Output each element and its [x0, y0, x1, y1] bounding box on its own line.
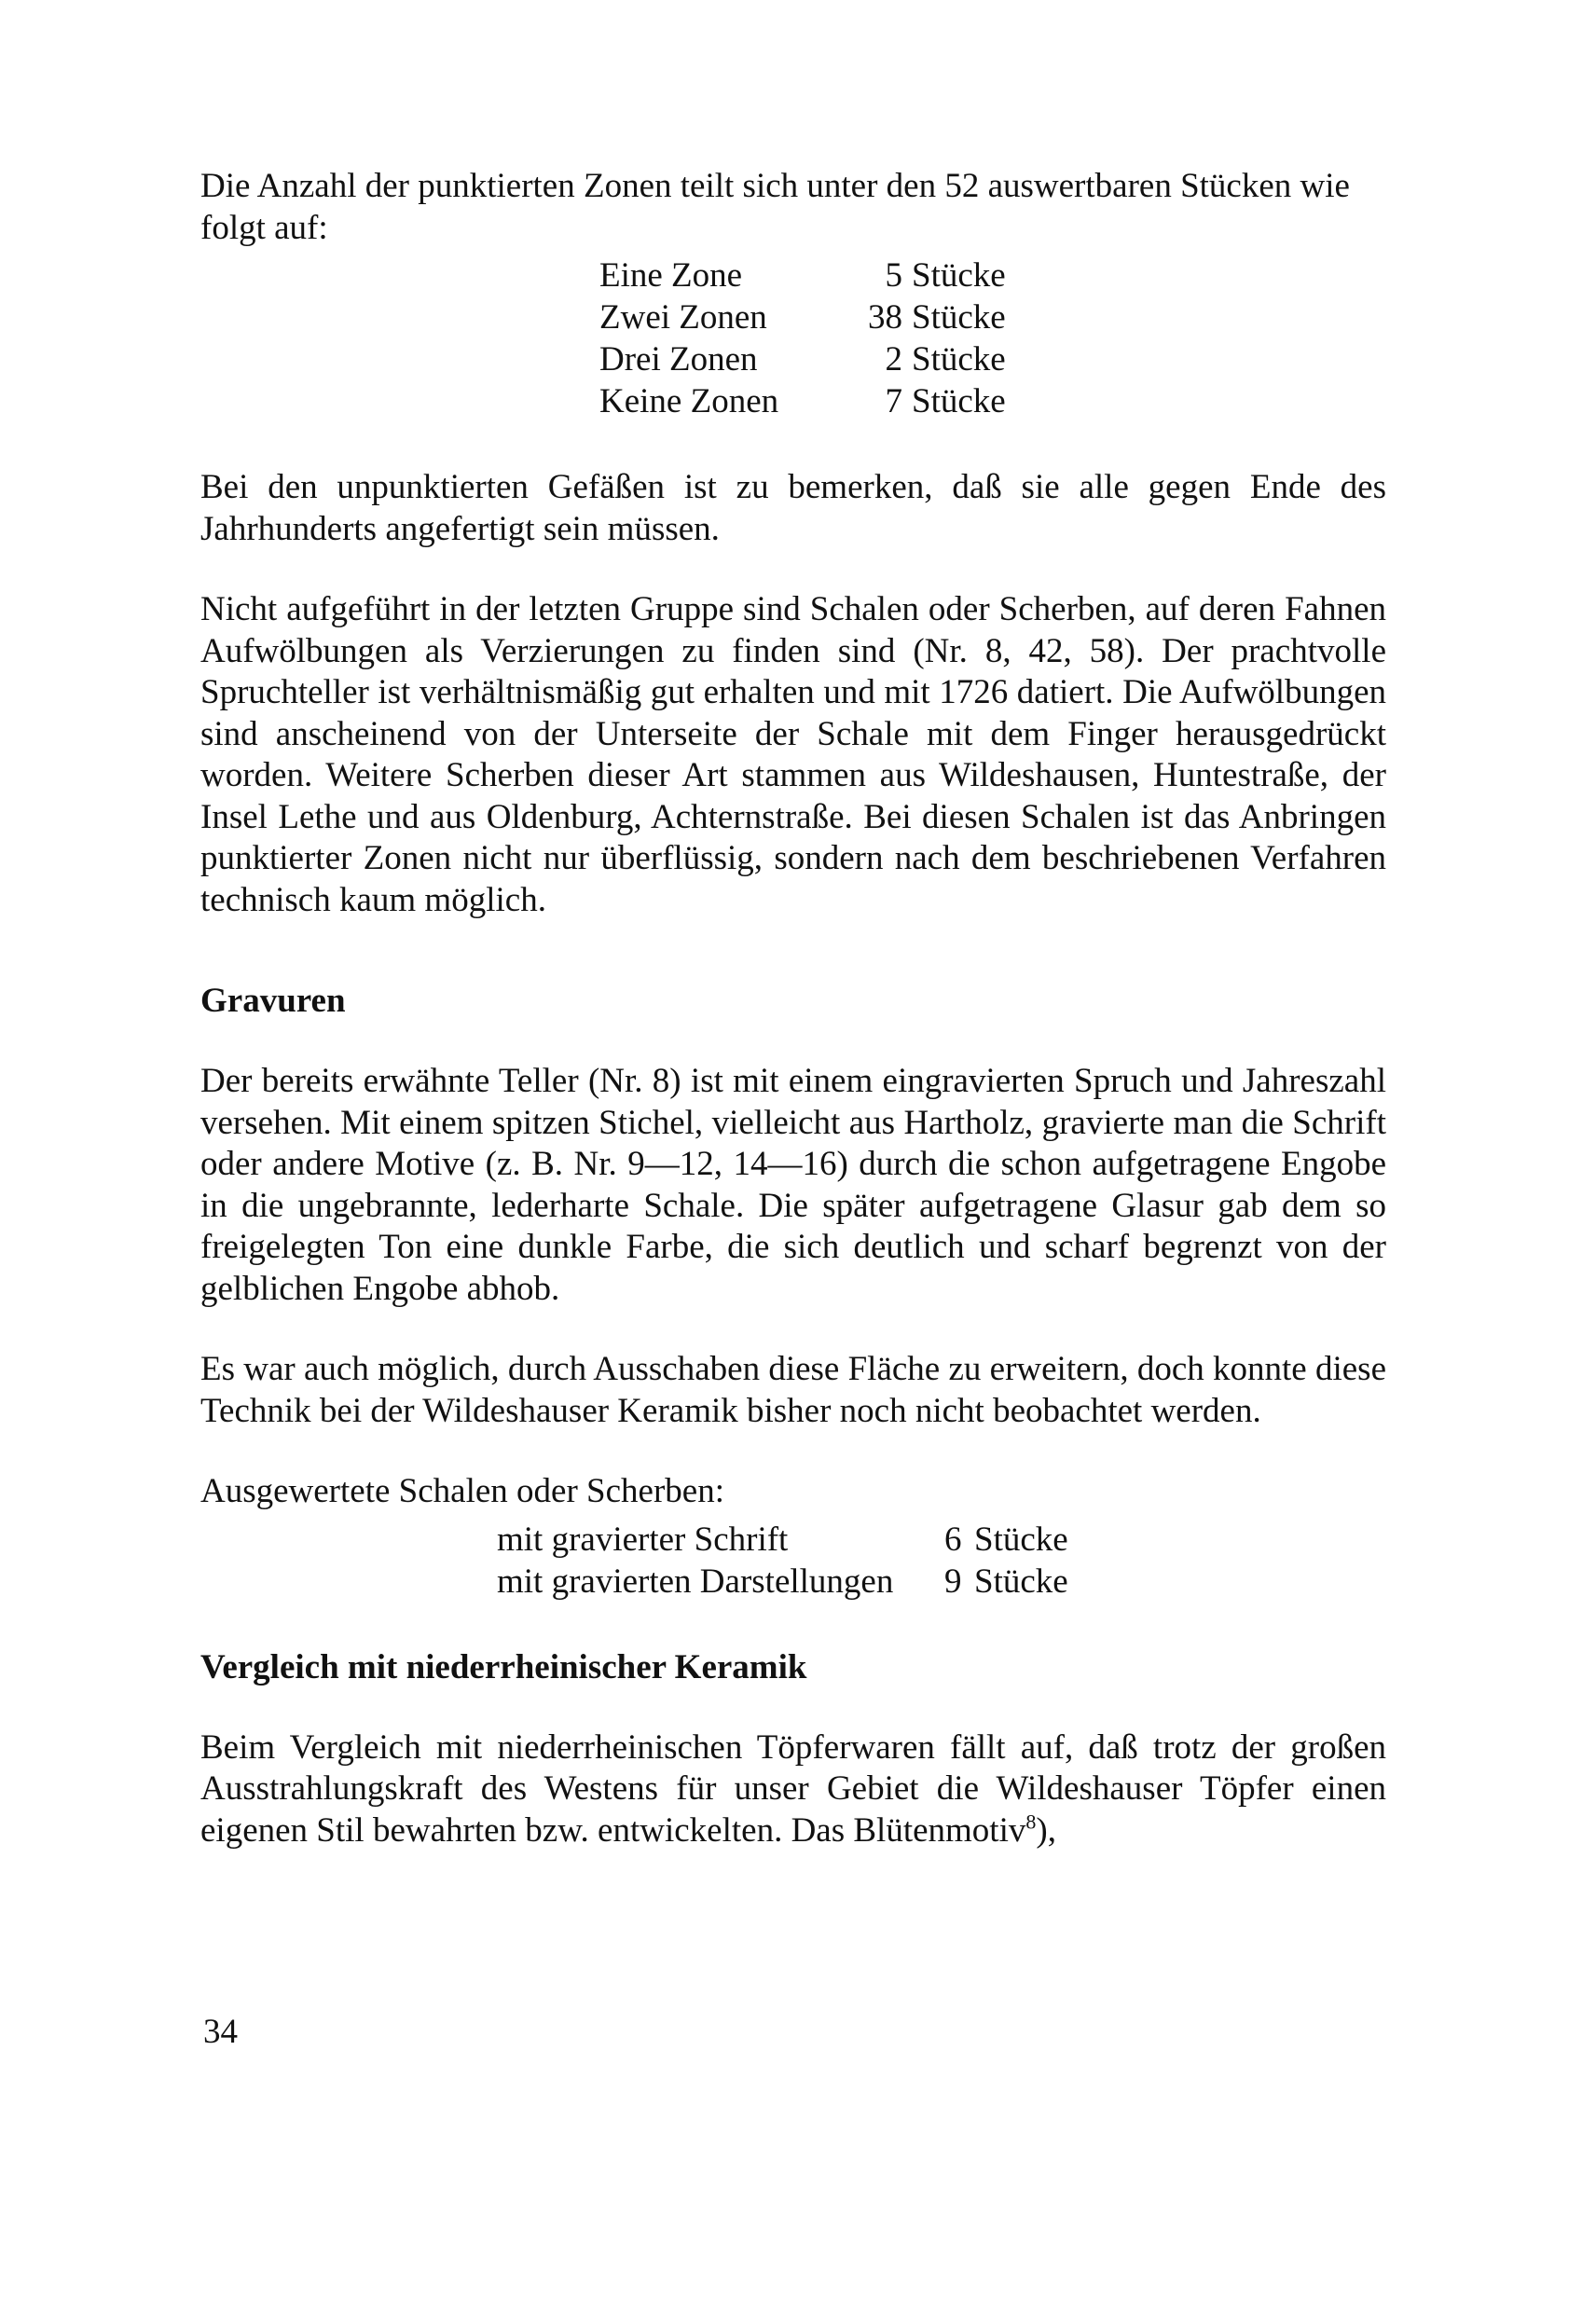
zone-label: Keine Zonen — [599, 382, 779, 420]
aufwoelbungen-paragraph: Nicht aufgeführt in der letzten Gruppe sind Schalen oder Scherben, auf deren Fahnen Aufwölbungen als Verzierungen zu finden sind (Nr. 8, 42, 58). Der prachtvolle Spruchteller ist verhältnismäßig gut erhalten und mit 1726 datiert. Die Aufwölbungen sind anscheinend von der Unterseite der Schale mit dem Finger herausgedrückt worden. Weitere Scherben dieser Art stammen aus Wildeshausen, Huntestraße, der Insel Lethe und aus Oldenburg, Achternstraße. Bei diesen Schalen ist das Anbringen punktierter Zonen nicht nur überflüssig, sondern nach dem beschriebenen Verfahren technisch kaum möglich. — [200, 590, 1386, 919]
table-row — [497, 1561, 1386, 1603]
page-body — [200, 166, 1386, 1851]
page-number: 34 — [203, 2013, 238, 2051]
footnote-marker: 8 — [1025, 1810, 1037, 1834]
section-heading-vergleich: Vergleich mit niederrheinischer Keramik — [200, 1647, 807, 1686]
gravur-unit: Stücke — [974, 1562, 1068, 1601]
vergleich-paragraph — [200, 1727, 1386, 1852]
zone-label: Eine Zone — [599, 256, 743, 295]
zone-unit: Stücke — [912, 256, 1006, 295]
zone-unit: Stücke — [912, 298, 1006, 337]
zone-unit: Stücke — [912, 382, 1006, 420]
intro-paragraph: Die Anzahl der punktierten Zonen teilt sich unter den 52 auswertbaren Stücken wie folgt auf: — [200, 167, 1350, 247]
zone-unit: Stücke — [912, 340, 1006, 378]
gravur-count: 6 — [944, 1520, 962, 1559]
table-row — [599, 380, 1386, 422]
zone-count: 2 — [885, 340, 902, 378]
gravur-unit: Stücke — [974, 1520, 1068, 1559]
ausgewertet-line: Ausgewertete Schalen oder Scherben: — [200, 1472, 724, 1510]
zone-count: 38 — [868, 298, 902, 337]
section-heading-gravuren: Gravuren — [200, 982, 346, 1020]
zone-count: 7 — [885, 382, 902, 420]
zone-count: 5 — [885, 256, 902, 295]
table-row — [599, 255, 1386, 296]
zone-label: Zwei Zonen — [599, 298, 767, 337]
vergleich-text: Beim Vergleich mit niederrheinischen Töpferwaren fällt auf, daß trotz der großen Ausstrahlungskraft des Westens für unser Gebiet die Wildeshauser Töpfer einen eigenen Stil bewahrten bzw. entwickelten. Das Blütenmotiv — [200, 1727, 1386, 1850]
zone-label: Drei Zonen — [599, 340, 758, 378]
gravur-label: mit gravierten Darstellungen — [497, 1562, 894, 1601]
zones-table — [599, 255, 1386, 422]
gravur-count: 9 — [944, 1562, 962, 1601]
unpunktiert-paragraph: Bei den unpunktierten Gefäßen ist zu bemerken, daß sie alle gegen Ende des Jahrhunderts angefertigt sein müssen. — [200, 468, 1386, 548]
vergleich-tail: ), — [1036, 1810, 1056, 1850]
gravur-label: mit gravierter Schrift — [497, 1520, 789, 1559]
table-row — [599, 338, 1386, 380]
table-row — [497, 1519, 1386, 1561]
gravur-table — [497, 1519, 1386, 1603]
table-row — [599, 296, 1386, 338]
gravuren-paragraph-2: Es war auch möglich, durch Ausschaben diese Fläche zu erweitern, doch konnte diese Technik bei der Wildeshauser Keramik bisher noch nicht beobachtet werden. — [200, 1350, 1386, 1430]
gravuren-paragraph-1: Der bereits erwähnte Teller (Nr. 8) ist mit einem eingravierten Spruch und Jahreszahl versehen. Mit einem spitzen Stichel, vielleicht aus Hartholz, gravierte man die Schrift oder andere Motive (z. B. Nr. 9—12, 14—16) durch die schon aufgetragene Engobe in die ungebrannte, lederharte Schale. Die später aufgetragene Glasur gab dem so freigelegten Ton eine dunkle Farbe, die sich deutlich und scharf begrenzt von der gelblichen Engobe abhob. — [200, 1062, 1386, 1308]
